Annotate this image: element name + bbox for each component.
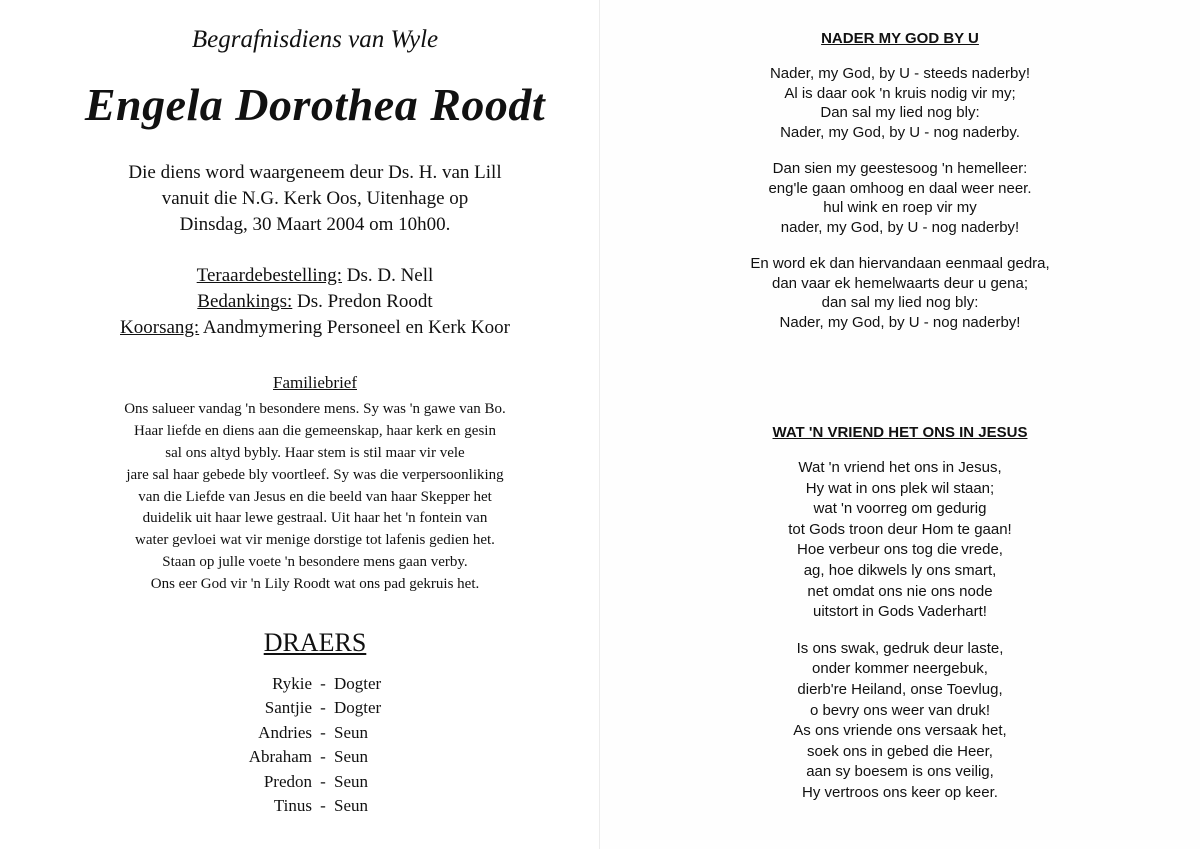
hymn-verse [615, 458, 1185, 623]
bearer-row [0, 696, 600, 720]
hymn-wat-n-vriend [615, 424, 1185, 804]
role-value: Ds. D. Nell [346, 265, 434, 286]
bearer-dash: - [320, 674, 326, 693]
hymn-verse [615, 159, 1185, 237]
hymn-line: Nader, my God, by U - nog naderby. [780, 123, 1020, 141]
role-label: Koorsang: [120, 317, 200, 338]
bearer-role: Seun [334, 722, 368, 742]
bearer-role: Seun [334, 747, 368, 767]
bearer-dash: - [320, 698, 326, 718]
hymn-line: tot Gods troon deur Hom te gaan! [788, 520, 1012, 538]
family-letter [0, 372, 600, 596]
hymn-line: Is ons swak, gedruk deur laste, [796, 639, 1004, 657]
family-letter-line: van die Liefde van Jesus en die beeld van haar Skepper het [138, 488, 492, 505]
hymn-line: Hy wat in ons plek wil staan; [805, 479, 995, 497]
service-line: Die diens word waargeneem deur Ds. H. van Lill [128, 162, 502, 183]
hymn-line: ag, hoe dikwels ly ons smart, [803, 561, 997, 579]
bearer-role: Dogter [334, 698, 382, 718]
deceased-name: Engela Dorothea Roodt [84, 79, 546, 130]
hymn-line: wat 'n voorreg om gedurig [813, 500, 987, 518]
family-letter-line: Haar liefde en diens aan die gemeenskap, haar kerk en gesin [134, 422, 496, 439]
family-letter-heading: Familiebrief [272, 373, 358, 392]
family-letter-line: water gevloei wat vir menige dorstige tot lafenis gedien het. [135, 532, 495, 549]
bearer-dash: - [320, 722, 326, 742]
bearer-name: Tinus [273, 796, 312, 816]
hymn-line: uitstort in Gods Vaderhart! [813, 603, 987, 621]
role-row [0, 263, 600, 289]
hymn-line: Nader, my God, by U - steeds naderby! [769, 65, 1031, 82]
family-letter-line: Ons salueer vandag 'n besondere mens. Sy was 'n gawe van Bo. [124, 400, 506, 417]
service-details [0, 160, 600, 238]
role-label: Bedankings: [197, 291, 293, 312]
bearer-name: Abraham [248, 747, 312, 767]
role-value: Aandmymering Personeel en Kerk Koor [202, 317, 510, 338]
bearer-row [0, 672, 600, 696]
bearers-heading: DRAERS [263, 628, 367, 657]
hymn-title: WAT 'N VRIEND HET ONS IN JESUS [772, 424, 1028, 441]
family-letter-line: Staan op julle voete 'n besondere mens gaan verby. [162, 554, 468, 571]
hymn-line: Al is daar ook 'n kruis nodig vir my; [784, 84, 1016, 102]
bearer-role: Seun [334, 771, 368, 791]
role-row [0, 289, 600, 315]
hymn-line: aan sy boesem is ons veilig, [806, 763, 994, 781]
bearer-name: Santjie [264, 698, 312, 718]
hymn-line: Nader, my God, by U - nog naderby! [779, 313, 1021, 331]
service-roles [0, 263, 600, 341]
hymn-line: o bevry ons weer van druk! [809, 701, 991, 719]
hymn-line: net omdat ons nie ons node [807, 582, 993, 600]
hymn-line: soek ons in gebed die Heer, [807, 742, 993, 760]
hymn-line: Wat 'n vriend het ons in Jesus, [798, 459, 1002, 476]
family-letter-line: duidelik uit haar lewe gestraal. Uit haar het 'n fontein van [142, 510, 488, 527]
family-letter-line: sal ons altyd bybly. Haar stem is stil maar vir vele [165, 444, 465, 461]
role-row [0, 315, 600, 341]
bearer-dash: - [320, 747, 326, 767]
bearer-name: Predon [263, 771, 312, 791]
hymn-title: NADER MY GOD BY U [821, 30, 979, 47]
hymn-line: hul wink en roep vir my [823, 199, 977, 216]
hymn-line: En word ek dan hiervandaan eenmaal gedra, [750, 255, 1050, 272]
hymn-line: dan vaar ek hemelwaarts deur u gena; [772, 274, 1028, 292]
role-value: Ds. Predon Roodt [297, 291, 433, 312]
service-line: Dinsdag, 30 Maart 2004 om 10h00. [179, 214, 451, 235]
hymn-line: nader, my God, by U - nog naderby! [780, 218, 1020, 236]
hymn-line: Hy vertroos ons keer op keer. [802, 783, 998, 801]
bearer-row [0, 745, 600, 769]
bearers-section [0, 628, 600, 818]
hymn-nader-my-god [615, 30, 1185, 332]
hymn-verse [615, 254, 1185, 332]
family-letter-line: Ons eer God vir 'n Lily Roodt wat ons pad gekruis het. [150, 576, 480, 593]
hymn-line: Hoe verbeur ons tog die vrede, [797, 541, 1003, 559]
family-letter-line: jare sal haar gebede bly voortleef. Sy was die verpersoonliking [126, 466, 504, 483]
bearer-row [0, 721, 600, 745]
hymn-line: eng'le gaan omhoog en daal weer neer. [768, 179, 1032, 197]
hymn-line: Dan sal my lied nog bly: [820, 104, 980, 121]
bearer-name: Rykie [272, 674, 312, 693]
hymn-verse [615, 64, 1185, 142]
service-line: vanuit die N.G. Kerk Oos, Uitenhage op [161, 188, 469, 209]
service-subtitle: Begrafnisdiens van Wyle [191, 26, 439, 53]
bearer-dash: - [320, 771, 326, 791]
bearer-role: Seun [334, 796, 368, 816]
bearer-dash: - [320, 796, 326, 816]
hymn-line: As ons vriende ons versaak het, [793, 722, 1007, 740]
hymn-verse [615, 639, 1185, 804]
bearer-role: Dogter [334, 674, 382, 693]
role-label: Teraardebestelling: [196, 265, 342, 286]
hymn-line: dan sal my lied nog bly: [821, 294, 979, 311]
hymn-line: onder kommer neergebuk, [812, 660, 988, 678]
bearer-row [0, 794, 600, 818]
bearer-name: Andries [258, 722, 312, 742]
hymn-line: dierb're Heiland, onse Toevlug, [797, 680, 1003, 698]
bearer-row [0, 770, 600, 794]
hymn-line: Dan sien my geestesoog 'n hemelleer: [772, 160, 1028, 177]
